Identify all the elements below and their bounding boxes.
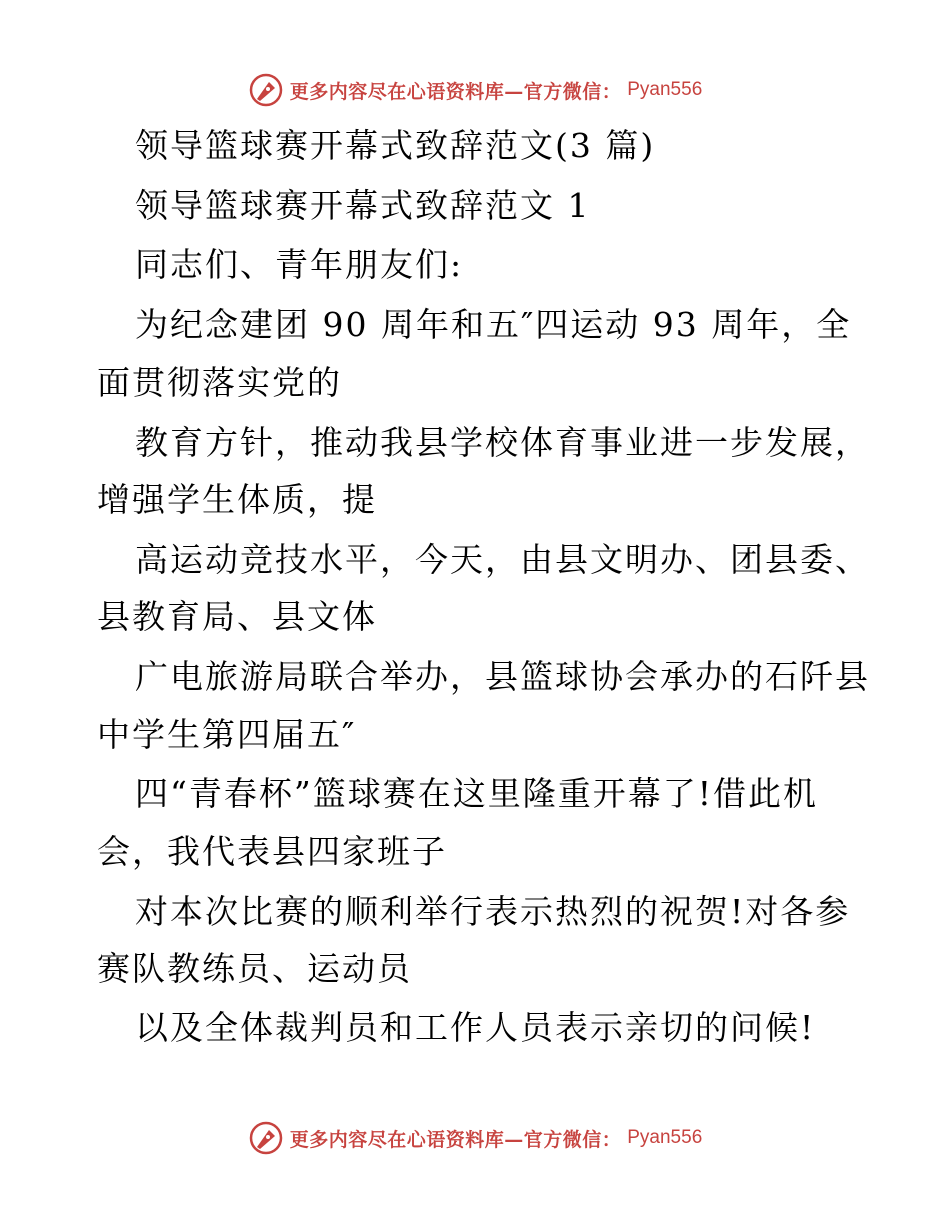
paragraph-line: 面贯彻落实党的 xyxy=(97,363,342,402)
paragraph-line: 为纪念建团 90 周年和五″四运动 93 周年，全 xyxy=(135,305,852,344)
pen-nib-icon xyxy=(248,1120,284,1156)
paragraph-line: 广电旅游局联合举办，县篮球协会承办的石阡县 xyxy=(135,657,870,696)
watermark-text: 更多内容尽在心语资料库—官方微信： xyxy=(289,80,622,103)
watermark-wechat-id: Pyan556 xyxy=(627,79,703,100)
paragraph-line: 教育方针，推动我县学校体育事业进一步发展， xyxy=(135,423,870,462)
paragraph-line: 高运动竞技水平，今天，由县文明办、团县委、 xyxy=(135,540,870,579)
paragraph-line: 增强学生体质，提 xyxy=(97,480,377,519)
footer-watermark xyxy=(0,1118,950,1158)
header-watermark xyxy=(0,70,950,110)
paragraph-line: 县教育局、县文体 xyxy=(97,597,377,636)
document-title: 领导篮球赛开幕式致辞范文(3 篇) xyxy=(135,126,656,165)
paragraph-line: 四“青春杯”篮球赛在这里隆重开幕了!借此机 xyxy=(135,774,819,813)
paragraph-line: 会，我代表县四家班子 xyxy=(97,832,447,871)
paragraph-line: 赛队教练员、运动员 xyxy=(97,949,412,988)
watermark-wechat-id: Pyan556 xyxy=(627,1127,703,1148)
section-heading: 领导篮球赛开幕式致辞范文 1 xyxy=(135,186,591,225)
paragraph-line: 中学生第四届五″ xyxy=(97,715,357,754)
pen-nib-icon xyxy=(248,72,284,108)
paragraph-line: 以及全体裁判员和工作人员表示亲切的问候! xyxy=(135,1008,816,1047)
watermark-text: 更多内容尽在心语资料库—官方微信： xyxy=(289,1128,622,1151)
salutation: 同志们、青年朋友们: xyxy=(135,245,464,284)
paragraph-line: 对本次比赛的顺利举行表示热烈的祝贺!对各参 xyxy=(135,892,851,931)
